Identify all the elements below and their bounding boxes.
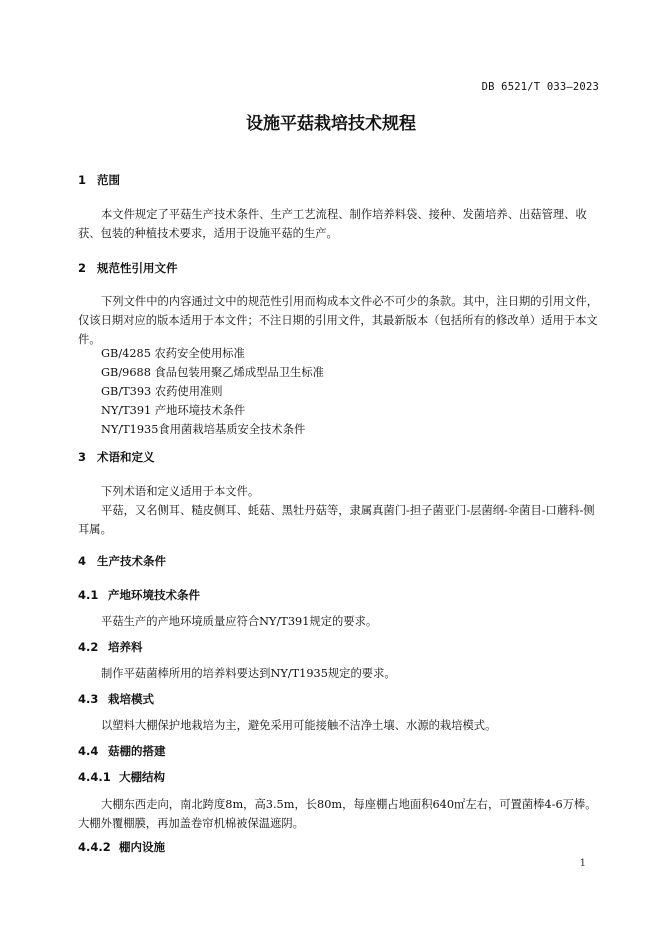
section-2-paragraph: 下列文件中的内容通过文中的规范性引用而构成本文件必不可少的条款。其中，注日期的引用文件，仅该日期对应的版本适用于本文件；不注日期的引用文件，其最新版本（包括所有的修改单）适用于本文件。 (78, 295, 599, 346)
subsection-heading-4-3: 4.3 栽培模式 (78, 692, 154, 706)
subsection-heading-4-4: 4.4 菇棚的搭建 (78, 744, 166, 758)
section-3-paragraph-2: 平菇，又名侧耳、糙皮侧耳、蚝菇、黑牡丹菇等，隶属真菌门-担子菌亚门-层菌纲-伞菌目-口蘑科-侧耳属。 (78, 504, 595, 536)
section-heading-2: 2 规范性引用文件 (78, 261, 178, 275)
page-number: 1 (579, 858, 586, 869)
subsection-4-4-1-paragraph: 大棚东西走向，南北跨度8m，高3.5m，长80m，每座棚占地面积640㎡左右，可置菌棒4-6万棒。大棚外覆棚膜，再加盖卷帘机棉被保温遮阴。 (78, 798, 597, 830)
section-heading-3: 3 术语和定义 (78, 450, 155, 464)
reference-item: NY/T391 产地环境技术条件 (101, 404, 246, 417)
reference-item: GB/4285 农药安全使用标准 (101, 347, 245, 360)
subsection-heading-4-2: 4.2 培养料 (78, 640, 143, 654)
subsection-heading-4-4-1: 4.4.1 大棚结构 (78, 770, 165, 784)
section-heading-1: 1 范围 (78, 173, 120, 187)
reference-item: GB/9688 食品包装用聚乙烯成型品卫生标准 (101, 366, 324, 379)
subsection-heading-4-4-2: 4.4.2 棚内设施 (78, 840, 165, 854)
subsection-heading-4-1: 4.1 产地环境技术条件 (78, 588, 200, 602)
subsection-4-2-paragraph: 制作平菇菌棒所用的培养料要达到NY/T1935规定的要求。 (101, 667, 396, 680)
section-1-paragraph: 本文件规定了平菇生产技术条件、生产工艺流程、制作培养料袋、接种、发菌培养、出菇管理、收获、包装的种植技术要求，适用于设施平菇的生产。 (78, 208, 587, 240)
subsection-4-3-paragraph: 以塑料大棚保护地栽培为主，避免采用可能接触不洁净土壤、水源的栽培模式。 (101, 719, 497, 732)
section-heading-4: 4 生产技术条件 (78, 554, 166, 568)
reference-item: GB/T393 农药使用准则 (101, 385, 223, 398)
subsection-4-1-paragraph: 平菇生产的产地环境质量应符合NY/T391规定的要求。 (101, 615, 378, 628)
section-3-paragraph-1: 下列术语和定义适用于本文件。 (101, 485, 260, 498)
document-number: DB 6521/T 033—2023 (481, 81, 599, 93)
page-title: 设施平菇栽培技术规程 (246, 114, 416, 134)
reference-item: NY/T1935食用菌栽培基质安全技术条件 (101, 423, 306, 436)
